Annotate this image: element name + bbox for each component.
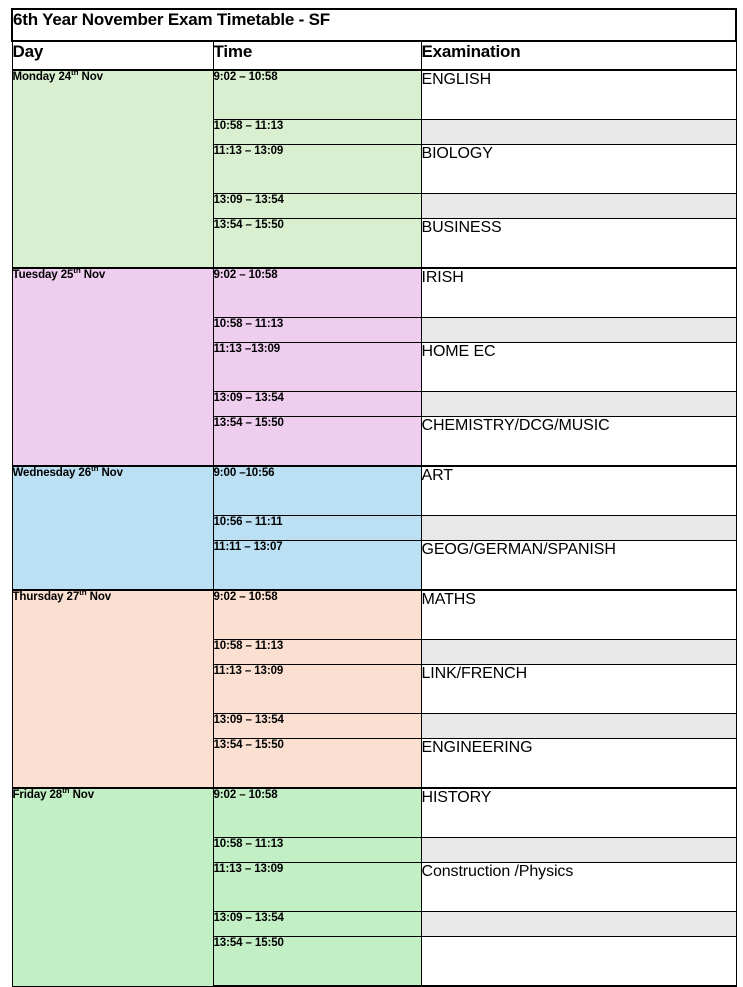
day-cell-thursday	[12, 590, 213, 788]
day-cell-tuesday	[12, 268, 213, 466]
day-cell-friday	[12, 788, 213, 986]
time-cell: 10:58 – 11:13	[213, 318, 421, 343]
examination-cell: ART	[421, 466, 736, 516]
time-cell: 13:54 – 15:50	[213, 937, 421, 987]
examination-cell: HISTORY	[421, 788, 736, 838]
day-label-month: Nov	[69, 789, 94, 801]
day-label-month: Nov	[98, 467, 123, 479]
day-label-ordinal-suffix: th	[91, 464, 99, 474]
examination-cell: HOME EC	[421, 343, 736, 392]
day-label-month: Nov	[78, 71, 103, 83]
table-row	[12, 268, 736, 318]
time-cell: 11:13 – 13:09	[213, 145, 421, 194]
day-label-ordinal-suffix: th	[71, 68, 79, 78]
day-label-ordinal-suffix: th	[62, 786, 70, 796]
time-cell: 9:02 – 10:58	[213, 70, 421, 120]
time-cell: 11:13 – 13:09	[213, 665, 421, 714]
examination-cell: Construction /Physics	[421, 863, 736, 912]
examination-cell: CHEMISTRY/DCG/MUSIC	[421, 417, 736, 467]
examination-cell: MATHS	[421, 590, 736, 640]
time-cell: 10:58 – 11:13	[213, 120, 421, 145]
examination-cell: BUSINESS	[421, 219, 736, 269]
time-cell: 13:09 – 13:54	[213, 714, 421, 739]
table-row	[12, 788, 736, 838]
day-label-text: Thursday 27	[12, 591, 80, 603]
time-cell: 11:13 –13:09	[213, 343, 421, 392]
break-cell	[421, 516, 736, 541]
table-row	[12, 466, 736, 516]
time-cell: 10:56 – 11:11	[213, 516, 421, 541]
break-cell	[421, 714, 736, 739]
time-cell: 9:02 – 10:58	[213, 268, 421, 318]
examination-cell: IRISH	[421, 268, 736, 318]
time-cell: 13:09 – 13:54	[213, 912, 421, 937]
table-row	[12, 70, 736, 120]
time-cell: 13:54 – 15:50	[213, 219, 421, 269]
day-label-text: Friday 28	[12, 789, 63, 801]
time-cell: 9:00 –10:56	[213, 466, 421, 516]
examination-cell: ENGLISH	[421, 70, 736, 120]
time-cell: 11:13 – 13:09	[213, 863, 421, 912]
time-cell: 13:09 – 13:54	[213, 392, 421, 417]
title-row	[12, 9, 736, 41]
day-label-text: Wednesday 26	[12, 467, 91, 479]
exam-timetable	[11, 8, 737, 987]
day-cell-wednesday	[12, 466, 213, 590]
time-cell: 11:11 – 13:07	[213, 541, 421, 591]
day-label-text: Monday 24	[12, 71, 72, 83]
break-cell	[421, 318, 736, 343]
day-cell-monday	[12, 70, 213, 268]
time-cell: 13:54 – 15:50	[213, 417, 421, 467]
page-title: 6th Year November Exam Timetable - SF	[12, 9, 736, 41]
break-cell	[421, 194, 736, 219]
time-cell: 9:02 – 10:58	[213, 788, 421, 838]
day-label-text: Tuesday 25	[12, 269, 74, 281]
time-cell: 13:54 – 15:50	[213, 739, 421, 789]
examination-cell: LINK/FRENCH	[421, 665, 736, 714]
day-label-ordinal-suffix: th	[79, 588, 87, 598]
table-row	[12, 590, 736, 640]
header-row	[12, 41, 736, 70]
break-cell	[421, 640, 736, 665]
break-cell	[421, 838, 736, 863]
day-label-month: Nov	[86, 591, 112, 603]
break-cell	[421, 392, 736, 417]
column-header-examination: Examination	[421, 41, 736, 70]
examination-cell: ENGINEERING	[421, 739, 736, 789]
column-header-day: Day	[12, 41, 213, 70]
column-header-time: Time	[213, 41, 421, 70]
day-label-ordinal-suffix: th	[73, 266, 81, 276]
time-cell: 10:58 – 11:13	[213, 838, 421, 863]
examination-cell: BIOLOGY	[421, 145, 736, 194]
break-cell	[421, 912, 736, 937]
time-cell: 10:58 – 11:13	[213, 640, 421, 665]
day-label-month: Nov	[80, 269, 106, 281]
time-cell: 13:09 – 13:54	[213, 194, 421, 219]
examination-cell: GEOG/GERMAN/SPANISH	[421, 541, 736, 591]
time-cell: 9:02 – 10:58	[213, 590, 421, 640]
examination-cell	[421, 937, 736, 987]
break-cell	[421, 120, 736, 145]
